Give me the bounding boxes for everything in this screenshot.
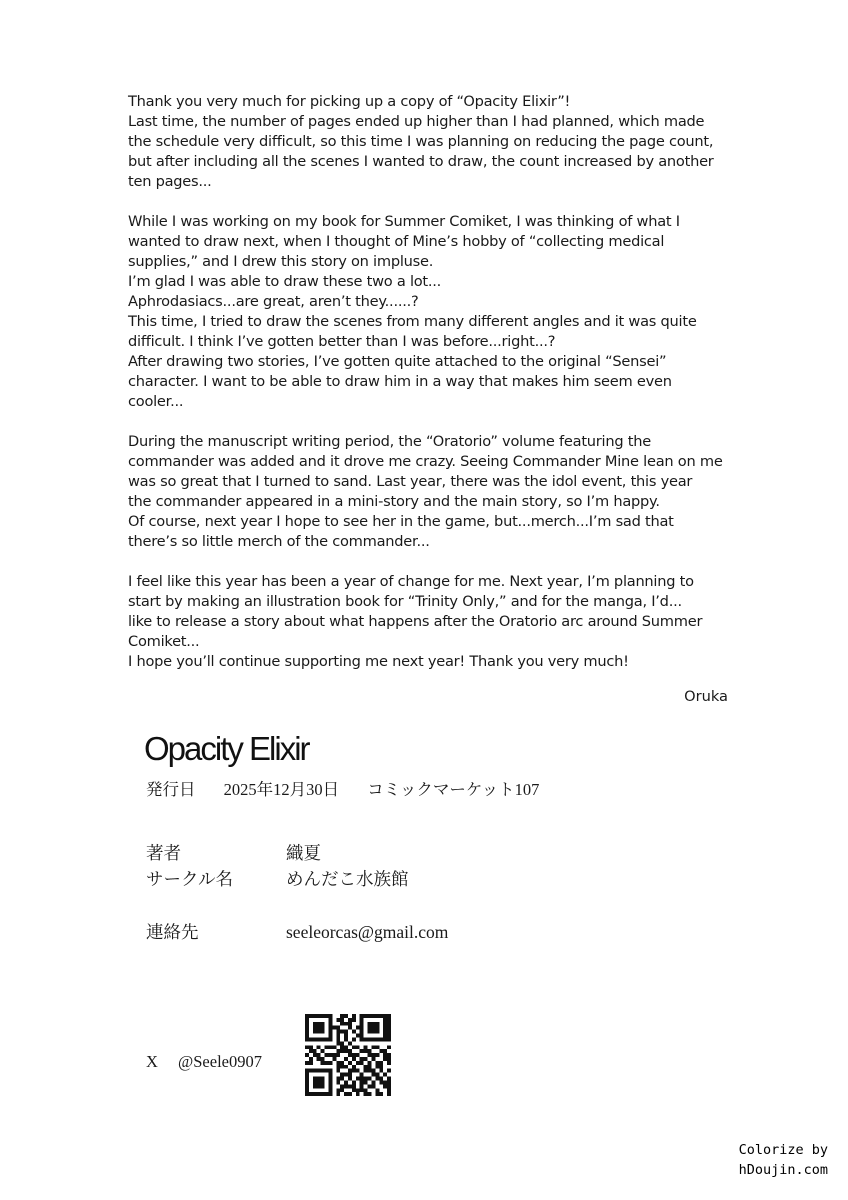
afterword-line: While I was working on my book for Summer Comiket, I was thinking of what I <box>128 213 680 230</box>
colophon-title: Opacity Elixir <box>144 730 309 767</box>
afterword-line: supplies,” and I drew this story on impluse. <box>128 253 434 270</box>
afterword-text <box>128 92 738 692</box>
afterword-paragraph-4 <box>128 572 738 672</box>
credit-line-1: Colorize by <box>738 1142 828 1158</box>
afterword-line: Of course, next year I hope to see her in the game, but...merch...I’m sad that <box>128 513 674 530</box>
contact-row <box>146 919 448 944</box>
afterword-line: This time, I tried to draw the scenes from many different angles and it was quite <box>128 313 697 330</box>
afterword-line: the commander appeared in a mini-story and the main story, so I’m happy. <box>128 493 660 510</box>
afterword-paragraph-2 <box>128 212 738 412</box>
afterword-line: there’s so little merch of the commander... <box>128 533 430 550</box>
author-label: 著者 <box>146 843 181 863</box>
afterword-line: I’m glad I was able to draw these two a lot... <box>128 273 442 290</box>
contact-email: seeleorcas@gmail.com <box>286 922 449 942</box>
circle-row <box>146 866 409 891</box>
afterword-line: difficult. I think I’ve gotten better than I was before...right...? <box>128 333 556 350</box>
author-signature: Oruka <box>684 688 728 705</box>
afterword-line: like to release a story about what happens after the Oratorio arc around Summer <box>128 613 703 630</box>
contact-label: 連絡先 <box>146 922 199 942</box>
afterword-line: commander was added and it drove me crazy. Seeing Commander Mine lean on me <box>128 453 723 470</box>
afterword-line: but after including all the scenes I wanted to draw, the count increased by another <box>128 153 714 170</box>
author-row <box>146 840 321 865</box>
afterword-line: Last time, the number of pages ended up higher than I had planned, which made <box>128 113 705 130</box>
qr-code-icon <box>305 1014 391 1100</box>
afterword-line: cooler... <box>128 393 184 410</box>
afterword-line: I hope you’ll continue supporting me next year! Thank you very much! <box>128 653 629 670</box>
afterword-line: Comiket... <box>128 633 200 650</box>
issue-date-label: 発行日 <box>146 780 196 799</box>
x-handle: @Seele0907 <box>178 1052 262 1071</box>
event-name: コミックマーケット107 <box>367 780 540 799</box>
author-value: 織夏 <box>286 843 321 863</box>
afterword-line: ten pages... <box>128 173 212 190</box>
issue-date-value: 2025年12月30日 <box>223 780 340 799</box>
afterword-line: I feel like this year has been a year of change for me. Next year, I’m planning to <box>128 573 694 590</box>
afterword-line: After drawing two stories, I’ve gotten quite attached to the original “Sensei” <box>128 353 667 370</box>
x-account-row <box>146 1052 262 1072</box>
publication-line <box>146 776 563 800</box>
circle-label: サークル名 <box>146 869 233 889</box>
colorize-credit <box>739 1140 828 1180</box>
afterword-line: wanted to draw next, when I thought of Mine’s hobby of “collecting medical <box>128 233 665 250</box>
afterword-line: character. I want to be able to draw him in a way that makes him seem even <box>128 373 672 390</box>
afterword-line: start by making an illustration book for “Trinity Only,” and for the manga, I’d... <box>128 593 682 610</box>
credit-line-2: hDoujin.com <box>738 1162 828 1178</box>
afterword-paragraph-3 <box>128 432 738 552</box>
x-label: X <box>146 1052 158 1071</box>
afterword-line: During the manuscript writing period, the “Oratorio” volume featuring the <box>128 433 651 450</box>
afterword-line: Aphrodasiacs...are great, aren’t they......? <box>128 293 419 310</box>
afterword-line: Thank you very much for picking up a copy of “Opacity Elixir”! <box>128 93 571 110</box>
afterword-line: the schedule very difficult, so this time I was planning on reducing the page count, <box>128 133 714 150</box>
circle-value: めんだこ水族館 <box>286 869 409 889</box>
afterword-paragraph-1 <box>128 92 738 192</box>
afterword-line: was so great that I turned to sand. Last year, there was the idol event, this year <box>128 473 693 490</box>
